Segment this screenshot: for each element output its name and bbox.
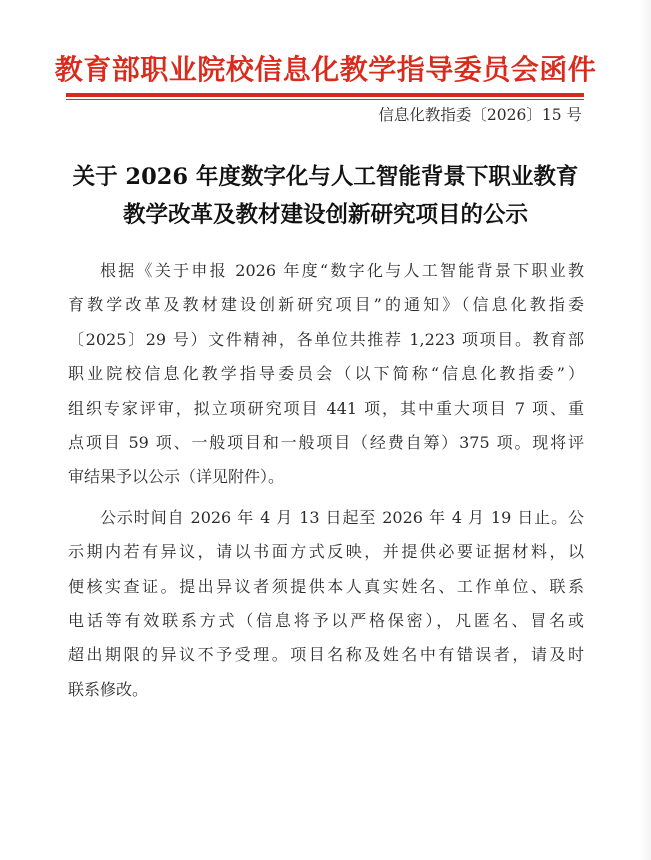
paragraph-2 bbox=[68, 501, 584, 707]
paragraph-1 bbox=[68, 254, 584, 495]
notice-title-line-1: 关于 2026 年度数字化与人工智能背景下职业教育 bbox=[72, 164, 579, 190]
paragraph-line: 电话等有效联系方式（信息将予以严格保密），凡匿名、冒名或 bbox=[68, 610, 584, 630]
paragraph-line: 组织专家评审，拟立项研究项目 441 项，其中重大项目 7 项、重 bbox=[68, 398, 584, 418]
notice-title-line-2: 教学改革及教材建设创新研究项目的公示 bbox=[122, 202, 528, 228]
document-number: 信息化教指委〔2026〕15 号 bbox=[378, 106, 582, 124]
paragraph-line: 育教学改革及教材建设创新研究项目”的通知》（信息化教指委 bbox=[68, 295, 584, 315]
letterhead-rule-thin bbox=[66, 99, 584, 100]
paragraph-line: 便核实查证。提出异议者须提供本人真实姓名、工作单位、联系 bbox=[68, 576, 584, 596]
letterhead-title: 教育部职业院校信息化教学指导委员会函件 bbox=[54, 53, 597, 86]
letterhead-rule-thick bbox=[66, 93, 584, 97]
paragraph-line: 〔2025〕29 号）文件精神，各单位共推荐 1,223 项项目。教育部 bbox=[68, 329, 584, 349]
paragraph-line: 职业院校信息化教学指导委员会（以下简称“信息化教指委”） bbox=[68, 364, 584, 384]
paragraph-line: 点项目 59 项、一般项目和一般项目（经费自筹）375 项。现将评 bbox=[68, 432, 584, 452]
paragraph-line: 示期内若有异议，请以书面方式反映，并提供必要证据材料，以 bbox=[68, 542, 584, 562]
notice-title bbox=[40, 158, 611, 234]
paragraph-line: 公示时间自 2026 年 4 月 13 日起至 2026 年 4 月 19 日止。公 bbox=[100, 507, 584, 527]
paragraph-line: 超出期限的异议不予受理。项目名称及姓名中有错误者，请及时 bbox=[68, 645, 584, 665]
page-edge-shadow bbox=[639, 0, 651, 860]
paragraph-line: 根据《关于申报 2026 年度“数字化与人工智能背景下职业教 bbox=[100, 261, 584, 280]
notice-body bbox=[68, 254, 584, 707]
paragraph-line: 联系修改。 bbox=[68, 679, 149, 699]
paragraph-line: 审结果予以公示（详见附件）。 bbox=[68, 467, 285, 487]
